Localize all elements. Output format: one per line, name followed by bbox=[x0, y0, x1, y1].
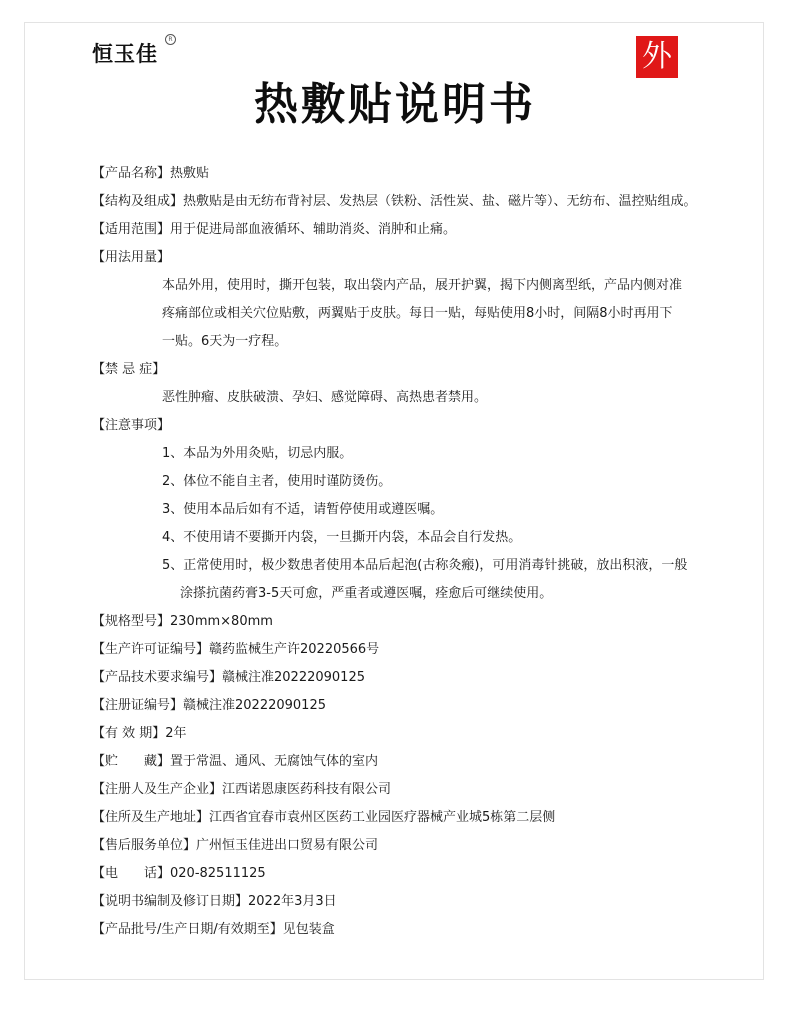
field-batch-info bbox=[92, 916, 732, 944]
field-value: 用于促进局部血液循环、辅助消炎、消肿和止痛。 bbox=[170, 222, 457, 237]
contraindications-text: 恶性肿瘤、皮肤破溃、孕妇、感觉障碍、高热患者禁用。 bbox=[162, 390, 488, 405]
note-item: 4、不使用请不要撕开内袋，一旦撕开内袋，本品会自行发热。 bbox=[162, 530, 522, 545]
field-value: 赣药监械生产许20220566号 bbox=[209, 642, 380, 657]
section-contraindications-heading: 【禁 忌 症】 bbox=[92, 362, 166, 377]
section-usage-heading: 【用法用量】 bbox=[92, 250, 171, 265]
page-title: 热敷贴说明书 bbox=[254, 79, 536, 130]
note-item: 3、使用本品后如有不适，请暂停使用或遵医嘱。 bbox=[162, 502, 444, 517]
field-label: 【规格型号】 bbox=[92, 614, 171, 629]
field-manufacturer bbox=[92, 776, 732, 804]
field-label: 【贮 藏】 bbox=[92, 754, 171, 769]
field-value: 020-82511125 bbox=[170, 866, 266, 881]
field-value: 230mm×80mm bbox=[170, 614, 273, 629]
field-value: 江西省宜春市袁州区医药工业园医疗器械产业城5栋第二层侧 bbox=[209, 810, 556, 825]
field-scope bbox=[92, 216, 732, 244]
field-storage bbox=[92, 748, 732, 776]
field-address bbox=[92, 804, 732, 832]
field-label: 【结构及组成】 bbox=[92, 194, 184, 209]
field-tech-requirement bbox=[92, 664, 732, 692]
field-label: 【生产许可证编号】 bbox=[92, 642, 210, 657]
registered-mark: R bbox=[165, 34, 176, 45]
field-product-name bbox=[92, 160, 732, 188]
usage-line: 一贴。6天为一疗程。 bbox=[162, 334, 288, 349]
field-label: 【售后服务单位】 bbox=[92, 838, 197, 853]
field-label: 【说明书编制及修订日期】 bbox=[92, 894, 249, 909]
field-value: 热敷贴 bbox=[170, 166, 210, 181]
note-item-continuation: 涂搽抗菌药膏3-5天可愈，严重者或遵医嘱，痊愈后可继续使用。 bbox=[180, 586, 553, 601]
field-value: 2022年3月3日 bbox=[248, 894, 337, 909]
external-use-badge: 外 bbox=[636, 36, 678, 78]
field-label: 【产品名称】 bbox=[92, 166, 171, 181]
brand-logo: 恒玉佳 bbox=[92, 42, 158, 66]
field-label: 【有 效 期】 bbox=[92, 726, 166, 741]
field-value: 热敷贴是由无纺布背衬层、发热层（铁粉、活性炭、盐、磁片等）、无纺布、温控贴组成。 bbox=[183, 194, 697, 209]
field-label: 【产品批号/生产日期/有效期至】 bbox=[92, 922, 283, 937]
field-label: 【注册证编号】 bbox=[92, 698, 184, 713]
note-item: 1、本品为外用灸贴，切忌内服。 bbox=[162, 446, 353, 461]
field-label: 【注册人及生产企业】 bbox=[92, 782, 223, 797]
field-value: 置于常温、通风、无腐蚀气体的室内 bbox=[170, 754, 379, 769]
field-phone bbox=[92, 860, 732, 888]
field-label: 【适用范围】 bbox=[92, 222, 171, 237]
field-spec bbox=[92, 608, 732, 636]
field-value: 广州恒玉佳进出口贸易有限公司 bbox=[196, 838, 379, 853]
usage-line: 疼痛部位或相关穴位贴敷，两翼贴于皮肤。每日一贴，每贴使用8小时，间隔8小时再用下 bbox=[162, 306, 673, 321]
field-label: 【电 话】 bbox=[92, 866, 171, 881]
section-notes-heading: 【注意事项】 bbox=[92, 418, 171, 433]
field-value: 见包装盒 bbox=[282, 922, 335, 937]
field-value: 2年 bbox=[165, 726, 187, 741]
field-value: 赣械注准20222090125 bbox=[222, 670, 365, 685]
field-after-sales bbox=[92, 832, 732, 860]
field-value: 赣械注准20222090125 bbox=[183, 698, 326, 713]
note-item: 2、体位不能自主者，使用时谨防烫伤。 bbox=[162, 474, 392, 489]
usage-line: 本品外用，使用时，撕开包装，取出袋内产品，展开护翼，揭下内侧离型纸，产品内侧对准 bbox=[162, 278, 683, 293]
note-item: 5、正常使用时，极少数患者使用本品后起泡(古称灸瘢)，可用消毒针挑破，放出积液，一般 bbox=[162, 558, 688, 573]
field-registration-number bbox=[92, 692, 732, 720]
field-production-license bbox=[92, 636, 732, 664]
field-value: 江西诺恩康医药科技有限公司 bbox=[222, 782, 392, 797]
field-shelf-life bbox=[92, 720, 732, 748]
instruction-content bbox=[92, 160, 732, 944]
field-label: 【住所及生产地址】 bbox=[92, 810, 210, 825]
field-revision-date bbox=[92, 888, 732, 916]
field-structure bbox=[92, 188, 732, 216]
field-label: 【产品技术要求编号】 bbox=[92, 670, 223, 685]
